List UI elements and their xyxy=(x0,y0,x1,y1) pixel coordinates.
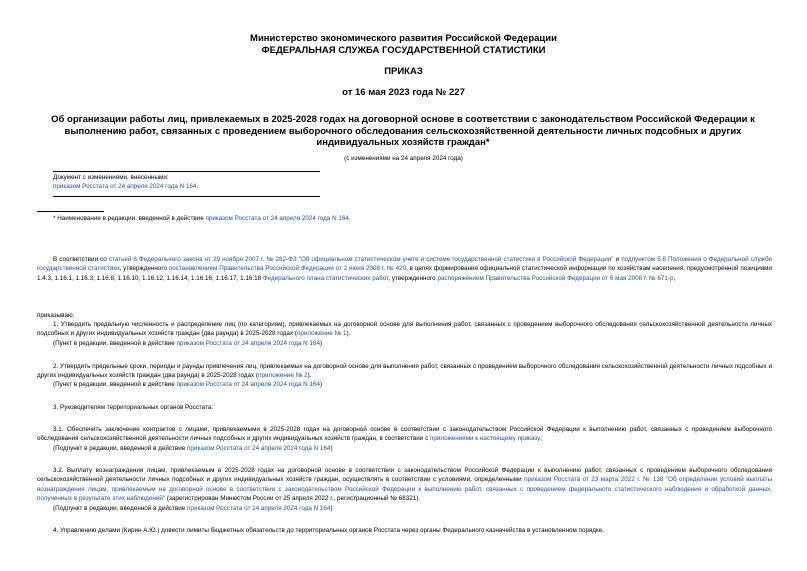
changes-note: (с изменениями на 24 апреля 2024 года) xyxy=(344,155,463,162)
footnote: * Наименование в редакции, введенной в действие приказом Росстата от 24 апреля 2024 года N 164. xyxy=(53,215,351,222)
agency-name: ФЕДЕРАЛЬНАЯ СЛУЖБА ГОСУДАРСТВЕННОЙ СТАТИСТИКИ xyxy=(261,44,546,56)
rosstat-order-138-link[interactable]: приказом Росстата от 23 марта 2022 г. № 138 "Об определении условий выплаты вознаграждения лицам, привлекаемым на договорной основе в соответствии с законодательством Российской Федерации к выполнению работ, связанных с проведением федерального статистического наблюдения и обработкой данных, полученных в результате этих наблюдений" xyxy=(37,476,772,502)
appendix-2-link[interactable]: приложение № 2 xyxy=(258,372,308,380)
document-title: Об организации работы лиц, привлекаемых в 2025-2028 годах на договорной основе в соответствии с законодательством Российской Федерации к выполнению работ, связанных с проведением выборочного обследования сельскохозяйственной деятельности личных подсобных и других индивидуальных хозяйств граждан* xyxy=(51,114,755,148)
item-1-note-link[interactable]: приказом Росстата от 24 апреля 2024 года N 164 xyxy=(176,340,320,347)
amendments-top-rule xyxy=(53,171,320,172)
preamble-paragraph: В соответствии со статьей 6 Федерального закона от 29 ноября 2007 г. № 282-ФЗ "Об официальном статистическом учете и системе государственной статистики в Российской Федерации" и подпунктом 5.8 Положения о Федеральной службе государственной статистики, утвержденного постановлением Правительства Российской Федерации от 2 июня 2008 г. № 420, в целях формирования официальной статистической информации по хозяйствам населения, предусмотренной позициями 1.4.3, 1.16.1, 1.16.3, 1.16.8, 1.16.10, 1.16.12, 1.16.14, 1.16.16, 1.16.17, 1.16.18 Федерального плана статистических работ, утвержденного распоряжением Правительства Российской Федерации от 6 мая 2008 г. № 671-р, xyxy=(37,256,772,282)
item-3-2-note-link[interactable]: приказом Росстата от 24 апреля 2024 года N 164 xyxy=(187,505,331,512)
item-1: 1. Утвердить предельную численность и распределение лиц (по категориям), привлекаемых на договорной основе для выполнения работ, связанных с проведением выборочного обследования сельскохозяйственной деятельности личных подсобных и других индивидуальных хозяйств граждан (два раунда) в 2025-2028 годах (приложение № 1). xyxy=(37,321,772,338)
item-3-1-note: (Подпункт в редакции, введенной в действие приказом Росстата от 24 апреля 2024 года N 164) xyxy=(53,445,333,452)
item-3-1: 3.1. Обеспечить заключение контрактов с лицами, привлекаемыми в 2025-2028 годах на договорной основе в соответствии с законодательством Российской Федерации к выполнению работ, связанных с проведением выборочного обследования сельскохозяйственной деятельности личных подсобных и других индивидуальных хозяйств граждан, в соответствии с приложениями к настоящему приказу; xyxy=(37,426,772,443)
amendments-line: приказом Росстата от 24 апреля 2024 года N 164. xyxy=(53,183,199,191)
footnote-link[interactable]: приказом Росстата от 24 апреля 2024 года N 164 xyxy=(205,215,349,222)
document-date: от 16 мая 2023 года № 227 xyxy=(342,87,465,98)
amendment-link[interactable]: приказом Росстата от 24 апреля 2024 года N 164 xyxy=(53,183,197,191)
law-link[interactable]: статьей 6 Федерального закона от 29 ноября 2007 г. № 282-ФЗ "Об официальном статистическом учете и системе государственной статистики в Российской Федерации" xyxy=(108,256,614,263)
appendices-link[interactable]: приложениями к настоящему приказу xyxy=(429,435,541,443)
resolution-link[interactable]: постановлением Правительства Российской Федерации от 2 июня 2008 г. № 420 xyxy=(168,265,407,273)
order-word: приказываю: xyxy=(37,312,75,319)
item-2: 2. Утвердить предельные сроки, периоды и раунды привлечения лиц, привлекаемых на договорной основе для выполнения работ, связанных с проведением выборочного обследования сельскохозяйственной деятельности личных подсобных и других индивидуальных хозяйств граждан (два раунда) в 2025-2028 годах (приложение № 2). xyxy=(37,363,772,380)
ministry-name: Министерство экономического развития Российской Федерации xyxy=(250,33,557,44)
document-type: ПРИКАЗ xyxy=(384,66,423,77)
item-4: 4. Управлению делами (Кирин А.Ю.) довести лимиты бюджетных обязательств до территориальных органов Росстата через органы Федерального казначейства в установленном порядке. xyxy=(53,527,605,534)
regulation-link[interactable]: подпунктом 5.8 Положения о Федеральной службе государственной статистики xyxy=(37,256,772,273)
item-3-2-note: (Подпункт в редакции, введенной в действие приказом Росстата от 24 апреля 2024 года N 164) xyxy=(53,505,333,512)
order-link[interactable]: распоряжением Правительства Российской Федерации от 6 мая 2008 г. № 671-р xyxy=(437,274,674,282)
item-3-1-note-link[interactable]: приказом Росстата от 24 апреля 2024 года N 164 xyxy=(187,445,331,452)
item-2-note-link[interactable]: приказом Росстата от 24 апреля 2024 года N 164 xyxy=(176,381,320,388)
federal-plan-link[interactable]: Федерального плана статистических работ xyxy=(262,274,389,282)
item-1-note: (Пункт в редакции, введенной в действие приказом Росстата от 24 апреля 2024 года N 164) xyxy=(53,340,323,347)
amendments-block xyxy=(53,173,198,192)
amendments-bottom-rule xyxy=(53,196,320,197)
item-3-2: 3.2. Выплату вознаграждения лицам, привлекаемым в 2025-2028 годах на договорной основе в соответствии с законодательством Российской Федерации к выполнению работ, связанных с проведением выборочного обследования сельскохозяйственной деятельности личных подсобных и других индивидуальных хозяйств граждан, осуществлять в соответствии с условиями, определенными приказом Росстата от 23 марта 2022 г. № 138 "Об определении условий выплаты вознаграждения лицам, привлекаемым на договорной основе в соответствии с законодательством Российской Федерации к выполнению работ, связанных с проведением федерального статистического наблюдения и обработкой данных, полученных в результате этих наблюдений" (зарегистрирован Минюстом России от 25 апреля 2022 г., регистрационный № 68321). xyxy=(37,467,772,502)
appendix-1-link[interactable]: приложение № 1 xyxy=(296,330,347,338)
footnote-rule xyxy=(37,211,104,212)
amendments-label: Документ с изменениями, внесенными: xyxy=(53,174,169,181)
item-2-note: (Пункт в редакции, введенной в действие приказом Росстата от 24 апреля 2024 года N 164) xyxy=(53,381,323,388)
ministry-header xyxy=(0,33,807,56)
item-3: 3. Руководителям территориальных органов Росстата: xyxy=(53,404,214,411)
